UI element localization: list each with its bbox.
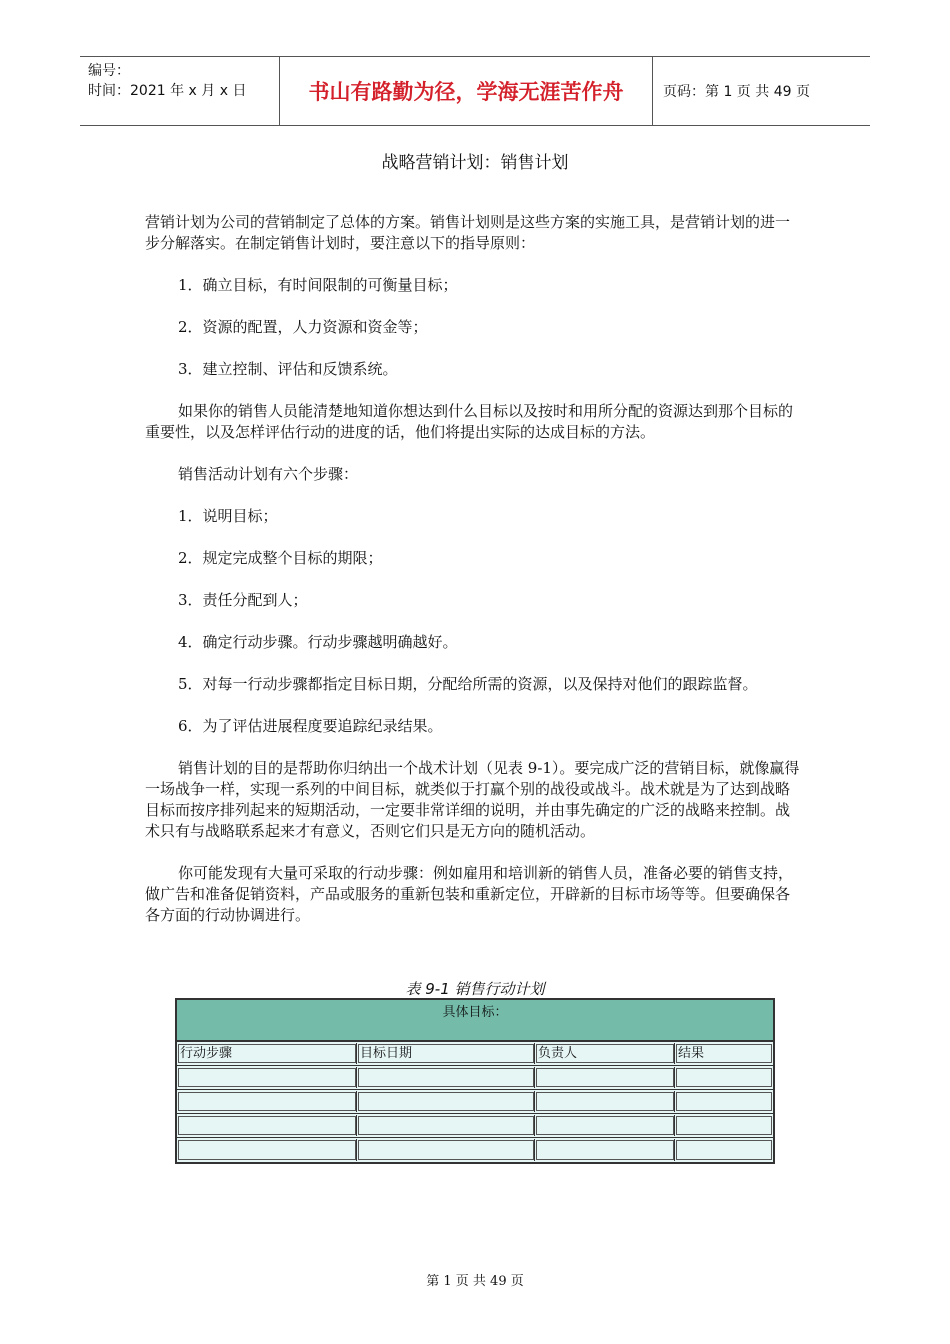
table-cell bbox=[357, 1115, 535, 1136]
document-number-label: 编号： bbox=[88, 63, 130, 79]
table-cell bbox=[357, 1067, 535, 1088]
column-header-target-date: 目标日期 bbox=[357, 1043, 535, 1064]
step-item: 6．为了评估进展程度要追踪纪录结果。 bbox=[178, 717, 443, 735]
page-header bbox=[80, 56, 870, 126]
header-motto: 书山有路勤为径，学海无涯苦作舟 bbox=[280, 57, 653, 125]
table-cell bbox=[675, 1139, 773, 1161]
steps-intro: 销售活动计划有六个步骤： bbox=[178, 465, 359, 483]
column-header-owner: 负责人 bbox=[535, 1043, 675, 1064]
table-cell bbox=[177, 1067, 357, 1088]
actions-paragraph: 你可能发现有大量可采取的行动步骤：例如雇用和培训新的销售人员，准备必要的销售支持，做广告和准备促销资料，产品或服务的重新包装和重新定位，开辟新的目标市场等等。但要确保各各方面的行动协调进行。 bbox=[145, 864, 794, 924]
table-cell bbox=[177, 1139, 357, 1161]
knowledge-paragraph: 如果你的销售人员能清楚地知道你想达到什么目标以及按时和用所分配的资源达到那个目标的重要性，以及怎样评估行动的进度的话，他们将提出实际的达成目标的方法。 bbox=[145, 402, 794, 441]
principle-item: 2．资源的配置，人力资源和资金等； bbox=[178, 318, 428, 336]
table-caption: 表 9-1 销售行动计划 bbox=[405, 980, 545, 998]
table-cell bbox=[535, 1115, 675, 1136]
sales-action-plan-table bbox=[175, 998, 775, 1164]
table-objective-row: 具体目标： bbox=[177, 1000, 773, 1042]
table-cell bbox=[675, 1091, 773, 1112]
intro-paragraph: 营销计划为公司的营销制定了总体的方案。销售计划则是这些方案的实施工具，是营销计划的进一步分解落实。在制定销售计划时，要注意以下的指导原则： bbox=[145, 213, 791, 252]
table-cell bbox=[535, 1091, 675, 1112]
column-header-action-step: 行动步骤 bbox=[177, 1043, 357, 1064]
table-cell bbox=[675, 1067, 773, 1088]
page-footer: 第 1 页 共 49 页 bbox=[426, 1274, 524, 1289]
header-page-info: 页码：第 1 页 共 49 页 bbox=[663, 84, 810, 100]
document-date: 时间：2021 年 x 月 x 日 bbox=[88, 83, 247, 99]
table-row bbox=[177, 1090, 773, 1114]
column-header-result: 结果 bbox=[675, 1043, 773, 1064]
table-row bbox=[177, 1066, 773, 1090]
header-meta bbox=[80, 57, 280, 125]
principle-item: 1．确立目标，有时间限制的可衡量目标； bbox=[178, 276, 458, 294]
table-cell bbox=[535, 1139, 675, 1161]
step-item: 2．规定完成整个目标的期限； bbox=[178, 549, 383, 567]
step-item: 3．责任分配到人； bbox=[178, 591, 308, 609]
table-header-row bbox=[177, 1042, 773, 1066]
table-cell bbox=[535, 1067, 675, 1088]
table-row bbox=[177, 1138, 773, 1162]
table-cell bbox=[177, 1115, 357, 1136]
table-row bbox=[177, 1114, 773, 1138]
document-body bbox=[145, 212, 800, 947]
principle-item: 3．建立控制、评估和反馈系统。 bbox=[178, 360, 398, 378]
page-title: 战略营销计划：销售计划 bbox=[381, 153, 569, 173]
purpose-paragraph: 销售计划的目的是帮助你归纳出一个战术计划（见表 9-1）。要完成广泛的营销目标，就像赢得一场战争一样，实现一系列的中间目标，就类似于打赢个别的战役或战斗。战术就是为了达到战略目标而按序排列起来的短期活动，一定要非常详细的说明，并由事先确定的广泛的战略来控制。战术只有与战略联系起来才有意义，否则它们只是无方向的随机活动。 bbox=[145, 759, 800, 840]
step-item: 5．对每一行动步骤都指定目标日期，分配给所需的资源，以及保持对他们的跟踪监督。 bbox=[178, 675, 758, 693]
step-item: 1．说明目标； bbox=[178, 507, 278, 525]
table-cell bbox=[357, 1091, 535, 1112]
step-item: 4．确定行动步骤。行动步骤越明确越好。 bbox=[178, 633, 458, 651]
table-cell bbox=[675, 1115, 773, 1136]
table-cell bbox=[177, 1091, 357, 1112]
table-cell bbox=[357, 1139, 535, 1161]
